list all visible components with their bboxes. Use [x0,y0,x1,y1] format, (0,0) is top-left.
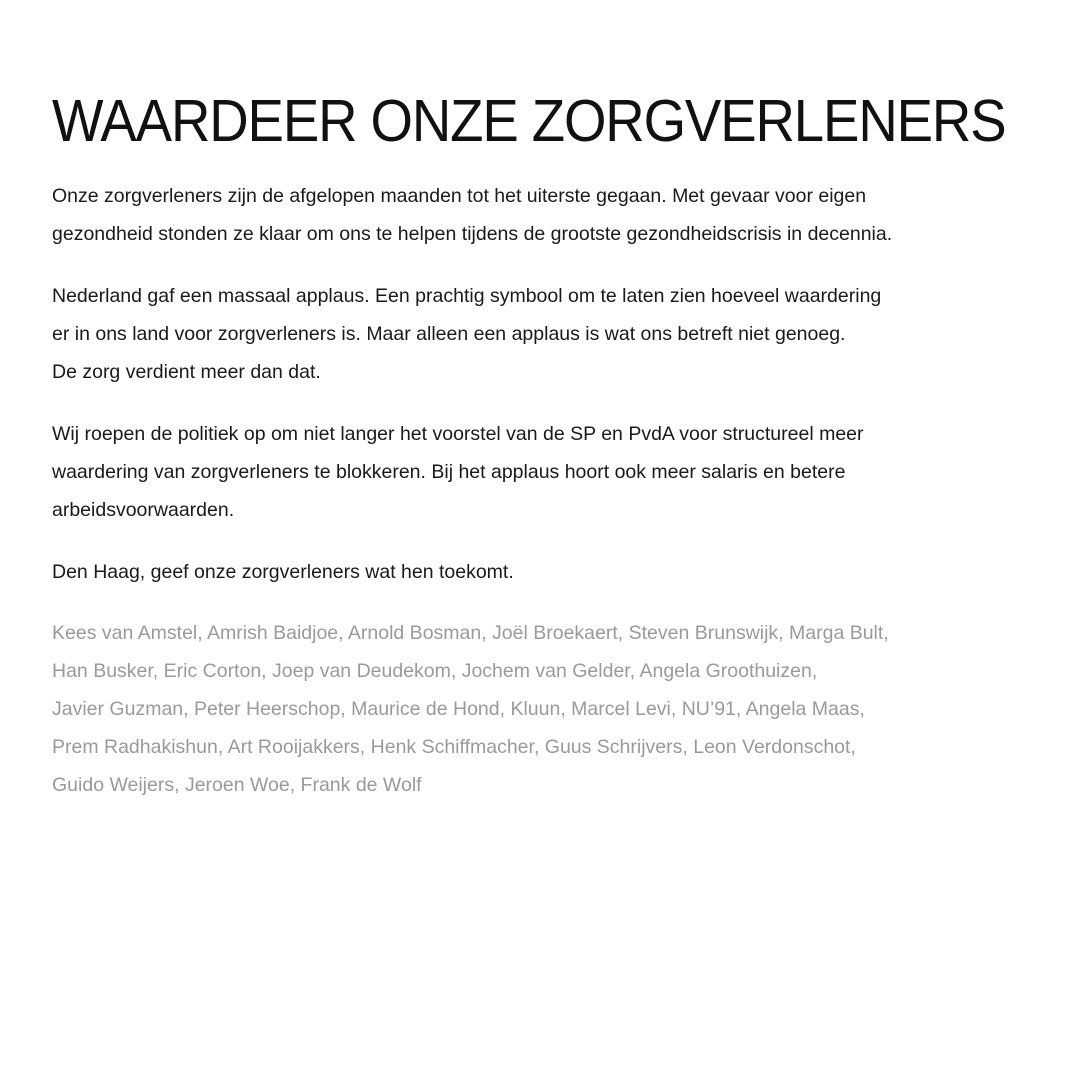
signatories-list [52,614,1052,804]
paragraph-closing [52,553,1052,591]
paragraph-line: arbeidsvoorwaarden. [52,499,235,521]
signatories-line: Prem Radhakishun, Art Rooijakkers, Henk Schiffmacher, Guus Schrijvers, Leon Verdonschot, [52,736,856,758]
paragraph-intro [52,177,1052,253]
paragraph-line: gezondheid stonden ze klaar om ons te helpen tijdens de grootste gezondheidscrisis in decennia. [52,223,893,245]
signatories-line: Han Busker, Eric Corton, Joep van Deudekom, Jochem van Gelder, Angela Groothuizen, [52,660,818,682]
paragraph-line: er in ons land voor zorgverleners is. Maar alleen een applaus is wat ons betreft niet genoeg. [52,323,846,345]
paragraph-call-to-action [52,415,1052,529]
signatories-line: Kees van Amstel, Amrish Baidjoe, Arnold Bosman, Joël Broekaert, Steven Brunswijk, Marga Bult, [52,622,889,644]
paragraph-line: Onze zorgverleners zijn de afgelopen maanden tot het uiterste gegaan. Met gevaar voor eigen [52,185,867,207]
signatories-line: Guido Weijers, Jeroen Woe, Frank de Wolf [52,774,422,796]
letter [52,86,1052,804]
paragraph-line: Den Haag, geef onze zorgverleners wat hen toekomt. [52,561,514,583]
paragraph-line: Nederland gaf een massaal applaus. Een prachtig symbool om te laten zien hoeveel waardering [52,285,882,307]
paragraph-applause [52,277,1052,391]
paragraph-line: Wij roepen de politiek op om niet langer het voorstel van de SP en PvdA voor structureel meer [52,423,864,445]
signatories-line: Javier Guzman, Peter Heerschop, Maurice de Hond, Kluun, Marcel Levi, NU’91, Angela Maas, [52,698,865,720]
paragraph-line: De zorg verdient meer dan dat. [52,361,321,383]
paragraph-line: waardering van zorgverleners te blokkeren. Bij het applaus hoort ook meer salaris en betere [52,461,846,483]
page-title: WAARDEER ONZE ZORGVERLENERS [52,88,1006,154]
